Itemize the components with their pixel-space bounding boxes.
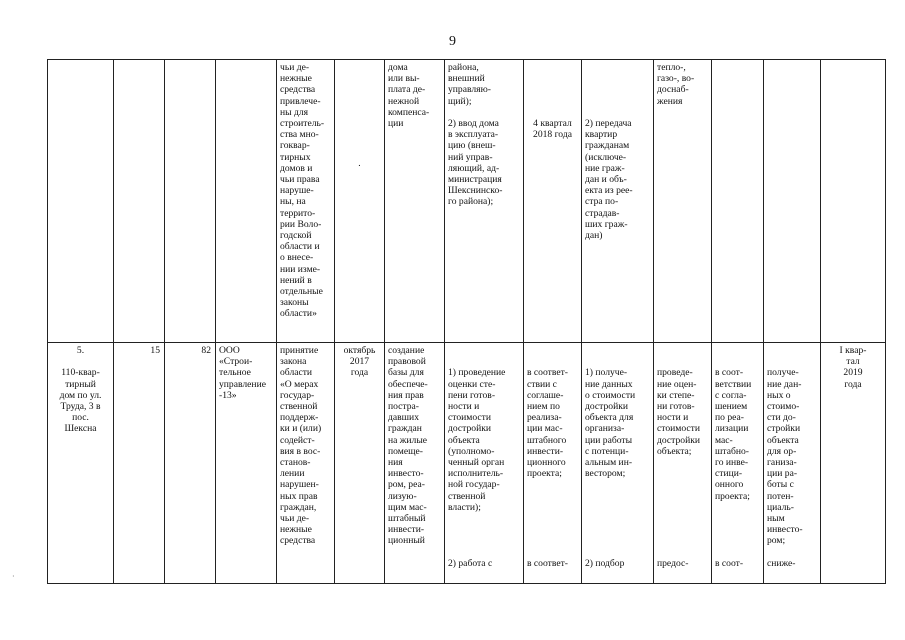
cell: [712, 60, 764, 343]
cell-action-results: [764, 343, 821, 584]
cell-measure: принятие закона области «О мерах государ- ственной поддерж- ки и (или) содейст- вия в вос- станов- лении нарушен- ных прав граждан, чьи де- нежные средства: [277, 343, 335, 584]
cell-steps: [445, 343, 524, 584]
margin-mark: ·: [12, 572, 15, 581]
stray-mark: .: [358, 158, 361, 169]
cell-terms: [524, 343, 582, 584]
cell-activities: района, внешний управляю- щий); 2) ввод дома в эксплуата- цию (внеш- ний управ- ляющий, ад- министрация Шекснинско- го района);: [445, 60, 524, 343]
action-results-top: получе- ние дан- ных о стоимо- сти до- стройки объекта для ор- ганиза- ции ра- боты с потен- циаль- ным инвесто- ром;: [767, 367, 803, 547]
outcomes-bottom: 2) подбор: [585, 558, 625, 570]
action-results-bottom: сниже-: [767, 558, 796, 570]
outcomes-top: 1) получе- ние данных о стоимости достройки объекта для организа- ции работы с потенци- альным ин- вестором;: [585, 367, 636, 480]
cell-goal: создание правовой базы для обеспече- ния прав постра- давших граждан на жилые помеще- ния инвесто- ром, реа- лизую- щим мас- штабный инвести- ционный: [385, 343, 445, 584]
action-terms-top: в соот- ветствии с согла- шением по реа- лизации мас- штабно- го инве- стици- онного проекта;: [715, 367, 752, 502]
cell-outcomes: [582, 343, 654, 584]
actions-bottom: предос-: [657, 558, 689, 570]
cell-result: [582, 60, 654, 343]
table-row-5: [48, 343, 886, 584]
cell-measure-law: чьи де- нежные средства привлече- ны для строитель- ства мно- гоквар- тирных домов и чьи права наруше- ны, на террито- рии Воло- годской области и о внесе- нии изме- нений в отдельные законы области»: [277, 60, 335, 343]
actions-top: проведе- ние оцен- ки степе- ни готов- ности и стоимости достройки объекта;: [657, 367, 701, 457]
steps-bottom: 2) работа с: [448, 558, 493, 570]
cell-developer: ООО «Строи- тельное управление -13»: [216, 343, 277, 584]
cell-actions: [654, 343, 712, 584]
cell: [165, 60, 216, 343]
cell-completion: I квар- тал 2019 года: [821, 343, 886, 584]
result-text: 2) передача квартир гражданам (исключе- ние граж- дан и объ- екта из рее- стра по- страдав- ших граж- дан): [585, 118, 633, 242]
deadline-text: 4 квартал 2018 года: [533, 118, 572, 141]
cell-count-b: 82: [165, 343, 216, 584]
cell-date: октябрь 2017 года: [335, 343, 385, 584]
cell: [764, 60, 821, 343]
cell-expected-result: дома или вы- плата де- нежной компенса- ции: [385, 60, 445, 343]
cell: [216, 60, 277, 343]
cell-utilities: тепло-, газо-, во- доснаб- жения: [654, 60, 712, 343]
cell-count-a: 15: [114, 343, 165, 584]
page-number: 9: [449, 34, 456, 49]
cell: [821, 60, 886, 343]
terms-top: в соответ- ствии с соглаше- нием по реализа- ции мас- штабного инвести- ционного проекта;: [527, 367, 568, 480]
table-row-continuation: [48, 60, 886, 343]
project-table: [47, 59, 886, 584]
steps-top: 1) проведение оценки сте- пени готов- ности и стоимости достройки объекта (уполномо- ченный орган исполнитель- ной государ- ственной власти);: [448, 367, 506, 513]
cell: [114, 60, 165, 343]
cell-stray-mark: [335, 60, 385, 343]
cell: [48, 60, 114, 343]
cell-object-address: 5. 110-квар- тирный дом по ул. Труда, 3 в пос. Шексна: [48, 343, 114, 584]
cell-deadline: [524, 60, 582, 343]
cell-action-terms: [712, 343, 764, 584]
action-terms-bottom: в соот-: [715, 558, 744, 570]
terms-bottom: в соответ-: [527, 558, 568, 570]
